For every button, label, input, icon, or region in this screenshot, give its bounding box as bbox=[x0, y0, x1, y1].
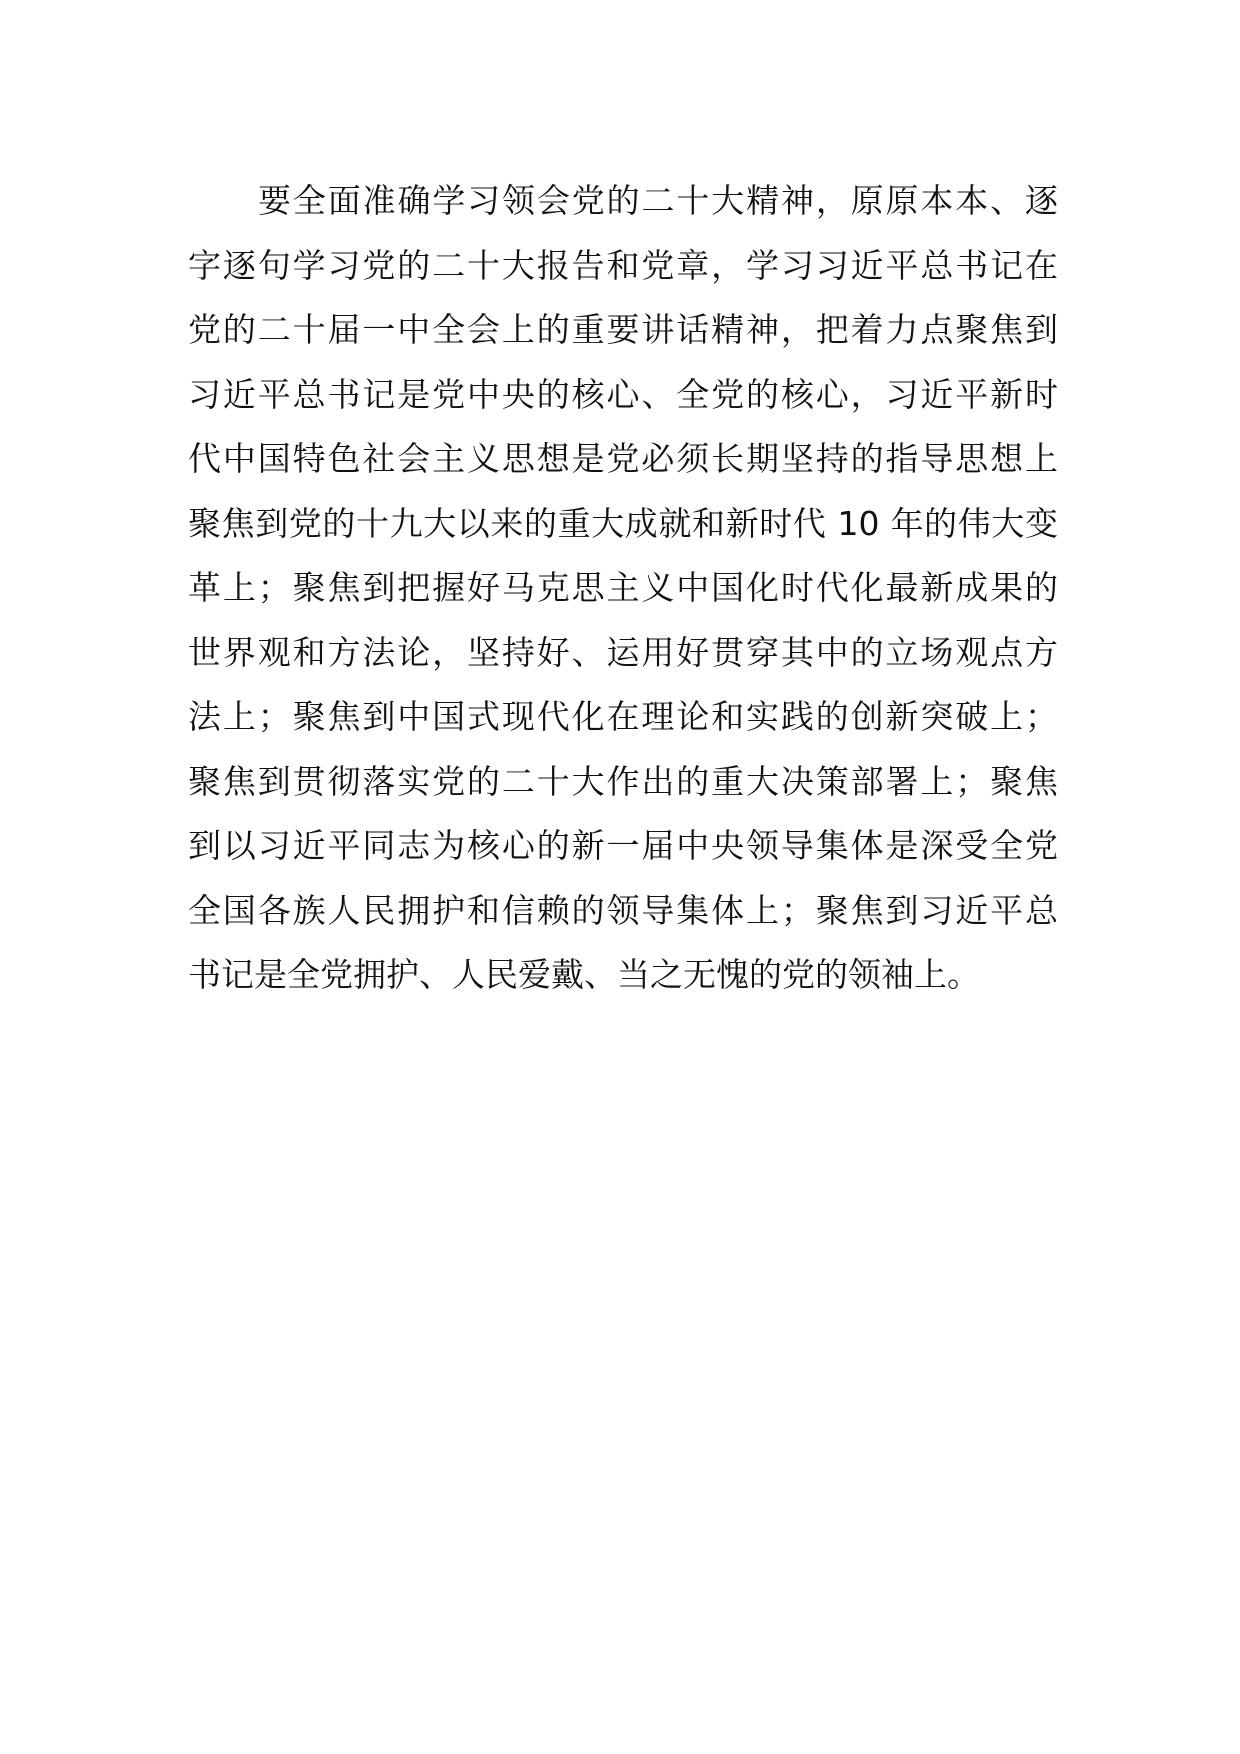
paragraph-line: 习近平总书记是党中央的核心、全党的核心，习近平新时 bbox=[188, 374, 1058, 414]
paragraph-line: 聚焦到贯彻落实党的二十大作出的重大决策部署上；聚焦 bbox=[188, 761, 1058, 801]
paragraph-line: 党的二十届一中全会上的重要讲话精神，把着力点聚焦到 bbox=[188, 310, 1058, 349]
paragraph-line: 要全面准确学习领会党的二十大精神，原原本本、逐 bbox=[258, 181, 1058, 220]
paragraph-line: 书记是全党拥护、人民爱戴、当之无愧的党的领袖上。 bbox=[188, 955, 980, 994]
paragraph-line: 到以习近平同志为核心的新一届中央领导集体是深受全党 bbox=[188, 826, 1058, 865]
paragraph-line: 全国各族人民拥护和信赖的领导集体上；聚焦到习近平总 bbox=[188, 890, 1058, 930]
paragraph-line: 法上；聚焦到中国式现代化在理论和实践的创新突破上； bbox=[188, 697, 1058, 736]
paragraph-line: 聚焦到党的十九大以来的重大成就和新时代 10 年的伟大变 bbox=[188, 503, 1058, 543]
paragraph-line: 代中国特色社会主义思想是党必须长期坚持的指导思想上 bbox=[188, 439, 1058, 478]
paragraph-line: 字逐句学习党的二十大报告和党章，学习习近平总书记在 bbox=[188, 245, 1058, 285]
paragraph-line: 革上；聚焦到把握好马克思主义中国化时代化最新成果的 bbox=[188, 568, 1058, 607]
body-paragraph bbox=[188, 169, 1058, 1008]
paragraph-line: 世界观和方法论，坚持好、运用好贯穿其中的立场观点方 bbox=[188, 632, 1058, 672]
